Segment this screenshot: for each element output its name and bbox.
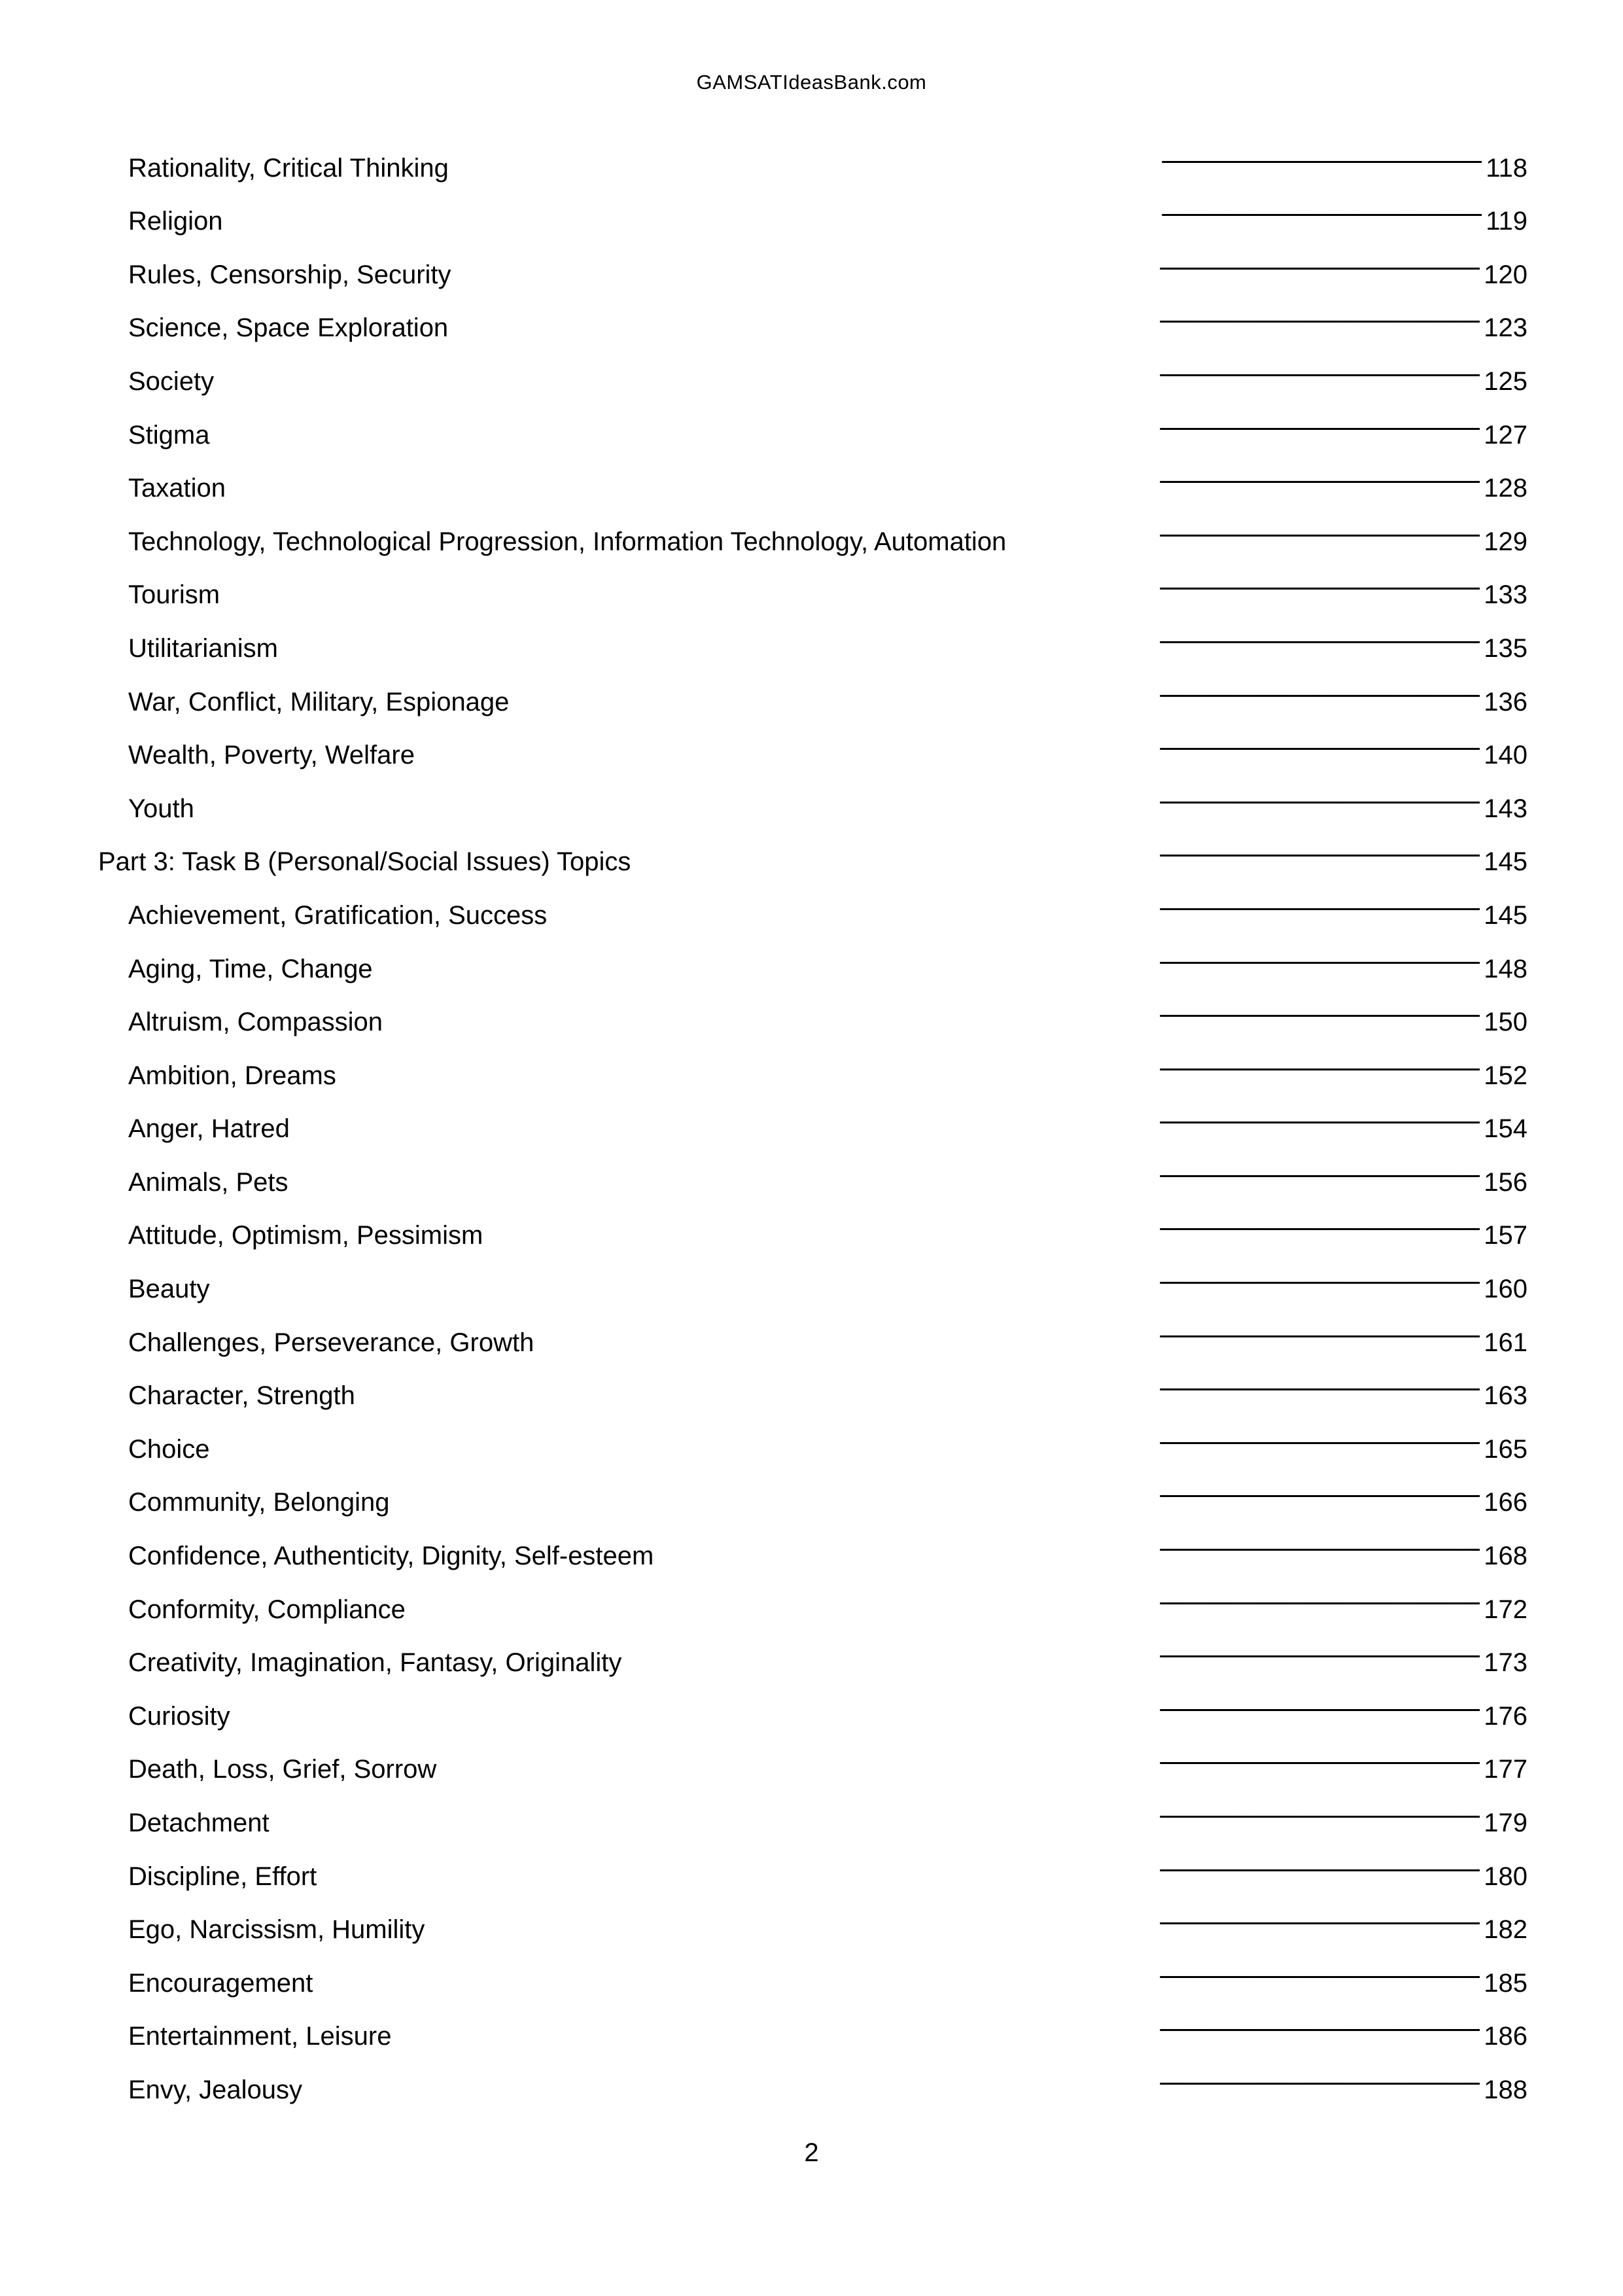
toc-entry-title: Altruism, Compassion <box>128 1008 383 1037</box>
toc-entry[interactable] <box>98 1404 1527 1464</box>
page-number: 2 <box>804 2138 819 2167</box>
toc-entry[interactable] <box>98 764 1527 823</box>
dot-leader <box>321 1831 1480 1885</box>
toc-entry-title: Curiosity <box>128 1701 230 1731</box>
toc-entry[interactable] <box>98 123 1527 183</box>
toc-entry-title: Achievement, Gratification, Success <box>128 900 548 930</box>
toc-entry[interactable] <box>98 1191 1527 1250</box>
dot-leader <box>657 1511 1480 1564</box>
toc-entry-page-number: 136 <box>1484 687 1527 716</box>
dot-leader <box>625 1618 1480 1672</box>
toc-entry-page-number: 176 <box>1484 1701 1527 1731</box>
toc-entry-page-number: 152 <box>1484 1061 1527 1090</box>
toc-entry-page-number: 123 <box>1484 313 1527 343</box>
toc-entry-title: Religion <box>128 207 223 236</box>
toc-entry-title: Confidence, Authenticity, Dignity, Self-esteem <box>128 1542 654 1571</box>
toc-entry-page-number: 150 <box>1484 1008 1527 1037</box>
dot-leader <box>635 817 1480 871</box>
dot-leader <box>359 1351 1480 1405</box>
toc-entry[interactable] <box>98 1244 1527 1304</box>
toc-entry-page-number: 128 <box>1484 474 1527 503</box>
toc-entry-page-number: 135 <box>1484 633 1527 663</box>
toc-entry[interactable] <box>98 1831 1527 1891</box>
dot-leader <box>198 764 1480 817</box>
toc-entry[interactable] <box>98 1458 1527 1517</box>
toc-entry-page-number: 186 <box>1484 2022 1527 2051</box>
toc-entry-title: Taxation <box>128 474 226 503</box>
toc-entry-page-number: 173 <box>1484 1648 1527 1678</box>
dot-leader <box>377 924 1480 978</box>
dot-leader <box>419 711 1480 764</box>
toc-entry-page-number: 163 <box>1484 1381 1527 1411</box>
dot-leader <box>282 603 1480 657</box>
dot-leader <box>227 177 1482 230</box>
toc-entry-title: Tourism <box>128 580 220 610</box>
toc-entry-title: Technology, Technological Progression, Information Technology, Automation <box>128 527 1007 556</box>
dot-leader <box>214 1244 1480 1298</box>
dot-leader <box>218 336 1480 390</box>
toc-entry-page-number: 129 <box>1484 527 1527 556</box>
dot-leader <box>234 1671 1480 1725</box>
toc-entry-title: Beauty <box>128 1275 210 1304</box>
toc-entry-title: War, Conflict, Military, Espionage <box>128 687 510 716</box>
toc-entry-title: Character, Strength <box>128 1381 355 1411</box>
toc-entry-title: Rules, Censorship, Security <box>128 260 451 289</box>
toc-entry-page-number: 161 <box>1484 1328 1527 1357</box>
toc-entry-page-number: 157 <box>1484 1221 1527 1250</box>
toc-entry-title: Encouragement <box>128 1968 313 1998</box>
dot-leader <box>395 1992 1480 2045</box>
toc-entry-title: Part 3: Task B (Personal/Social Issues) Topics <box>98 847 631 877</box>
table-of-contents <box>98 123 1527 2104</box>
toc-entry-page-number: 182 <box>1484 1915 1527 1945</box>
toc-entry[interactable] <box>98 550 1527 610</box>
dot-leader <box>306 2045 1480 2098</box>
toc-entry[interactable] <box>98 497 1527 556</box>
toc-entry-page-number: 185 <box>1484 1968 1527 1998</box>
toc-section-entry[interactable] <box>98 817 1527 877</box>
dot-leader <box>393 1458 1480 1511</box>
toc-entry-title: Detachment <box>128 1809 270 1837</box>
toc-entry[interactable] <box>98 657 1527 716</box>
toc-entry-title: Utilitarianism <box>128 633 278 663</box>
dot-leader <box>440 1725 1480 1778</box>
toc-entry-title: Aging, Time, Change <box>128 954 373 983</box>
toc-entry-page-number: 145 <box>1484 847 1527 877</box>
toc-entry-title: Discipline, Effort <box>128 1862 317 1891</box>
toc-entry[interactable] <box>98 1725 1527 1784</box>
toc-entry-title: Choice <box>128 1434 210 1464</box>
toc-entry-title: Society <box>128 366 215 396</box>
toc-entry-title: Anger, Hatred <box>128 1114 290 1144</box>
toc-entry-title: Science, Space Exploration <box>128 313 449 343</box>
page-header-site: GAMSATIdeasBank.com <box>696 71 927 94</box>
dot-leader <box>292 1137 1480 1191</box>
dot-leader <box>538 1298 1480 1351</box>
dot-leader <box>387 978 1480 1031</box>
toc-entry-title: Conformity, Compliance <box>128 1595 406 1624</box>
dot-leader <box>224 550 1480 604</box>
toc-entry-title: Ambition, Dreams <box>128 1061 336 1090</box>
toc-entry[interactable] <box>98 1671 1527 1731</box>
toc-entry-page-number: 148 <box>1484 954 1527 983</box>
toc-entry-title: Attitude, Optimism, Pessimism <box>128 1221 483 1250</box>
dot-leader <box>428 1885 1480 1939</box>
toc-entry-page-number: 143 <box>1484 794 1527 823</box>
toc-entry-title: Ego, Narcissism, Humility <box>128 1915 425 1945</box>
toc-entry-page-number: 179 <box>1484 1809 1527 1837</box>
dot-leader <box>294 1084 1480 1138</box>
dot-leader <box>273 1778 1480 1831</box>
toc-entry[interactable] <box>98 2045 1527 2104</box>
toc-entry-title: Animals, Pets <box>128 1167 288 1197</box>
toc-entry-page-number: 154 <box>1484 1114 1527 1144</box>
dot-leader <box>214 390 1480 444</box>
toc-entry-page-number: 140 <box>1484 741 1527 770</box>
toc-entry[interactable] <box>98 1084 1527 1144</box>
toc-entry[interactable] <box>98 603 1527 663</box>
dot-leader <box>453 123 1482 177</box>
toc-entry[interactable] <box>98 230 1527 289</box>
toc-entry-title: Entertainment, Leisure <box>128 2022 392 2051</box>
toc-entry-page-number: 145 <box>1484 900 1527 930</box>
toc-entry[interactable] <box>98 177 1527 236</box>
toc-entry-page-number: 180 <box>1484 1862 1527 1891</box>
toc-entry-title: Creativity, Imagination, Fantasy, Originality <box>128 1648 622 1678</box>
toc-entry-page-number: 165 <box>1484 1434 1527 1464</box>
toc-entry[interactable] <box>98 1298 1527 1357</box>
toc-entry-page-number: 188 <box>1484 2075 1527 2104</box>
toc-entry[interactable] <box>98 1778 1527 1837</box>
toc-entry-page-number: 166 <box>1484 1488 1527 1517</box>
dot-leader <box>410 1564 1480 1618</box>
toc-entry-page-number: 172 <box>1484 1595 1527 1624</box>
toc-entry[interactable] <box>98 1137 1527 1197</box>
toc-entry[interactable] <box>98 444 1527 503</box>
dot-leader <box>214 1404 1480 1458</box>
toc-entry-title: Community, Belonging <box>128 1488 390 1517</box>
dot-leader <box>551 870 1480 924</box>
toc-entry-page-number: 119 <box>1486 207 1527 236</box>
dot-leader <box>513 657 1480 711</box>
dot-leader <box>230 444 1480 497</box>
toc-entry-page-number: 156 <box>1484 1167 1527 1197</box>
toc-entry-page-number: 168 <box>1484 1542 1527 1571</box>
toc-entry-page-number: 160 <box>1484 1275 1527 1304</box>
dot-leader <box>1010 497 1480 550</box>
toc-entry-title: Wealth, Poverty, Welfare <box>128 741 415 770</box>
toc-entry-title: Death, Loss, Grief, Sorrow <box>128 1755 437 1784</box>
toc-entry-page-number: 120 <box>1484 260 1527 289</box>
dot-leader <box>487 1191 1480 1245</box>
toc-entry[interactable] <box>98 390 1527 450</box>
toc-entry[interactable] <box>98 336 1527 396</box>
toc-entry-title: Rationality, Critical Thinking <box>128 153 449 183</box>
dot-leader <box>340 1031 1480 1084</box>
toc-entry-page-number: 127 <box>1484 420 1527 450</box>
toc-entry-title: Challenges, Perseverance, Growth <box>128 1328 534 1357</box>
toc-entry-title: Stigma <box>128 420 210 450</box>
toc-entry-title: Youth <box>128 794 194 823</box>
toc-entry-page-number: 177 <box>1484 1755 1527 1784</box>
toc-entry-page-number: 118 <box>1486 153 1527 183</box>
dot-leader <box>452 283 1480 337</box>
toc-entry-page-number: 125 <box>1484 366 1527 396</box>
dot-leader <box>455 230 1480 283</box>
dot-leader <box>317 1938 1480 1992</box>
toc-entry-page-number: 133 <box>1484 580 1527 610</box>
toc-entry-title: Envy, Jealousy <box>128 2075 303 2104</box>
